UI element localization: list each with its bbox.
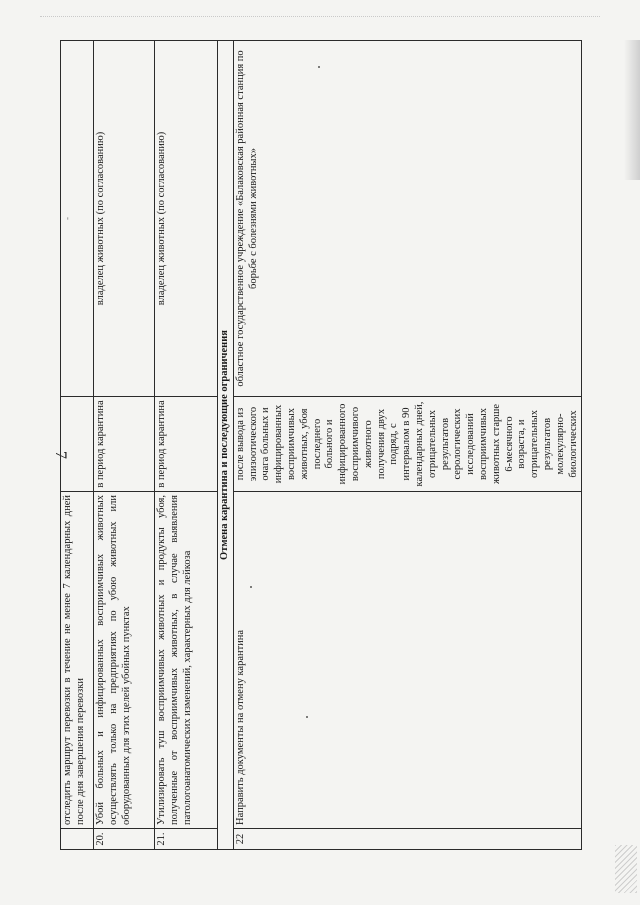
- action-cell: Утилизировать туш восприимчивых животных и продукты убоя, полученные от восприимчивых животных, в случае выявления патологоанатомических изменений, характерных для лейкоза: [155, 492, 218, 829]
- responsible-cell: -: [61, 41, 94, 397]
- responsible-cell: владелец животных (по согласованию): [94, 41, 155, 397]
- term-cell: [61, 397, 94, 492]
- rotated-table-sheet: [60, 40, 600, 850]
- table-row: [155, 41, 218, 850]
- term-cell: в период карантина: [94, 397, 155, 492]
- page-number: 7: [52, 451, 69, 459]
- row-number: 22: [233, 829, 582, 850]
- quarantine-plan-table: [60, 40, 582, 850]
- table-row: [94, 41, 155, 850]
- table-row: [233, 41, 582, 850]
- scan-shadow: [624, 40, 640, 180]
- section-title: Отмена карантина и последующие ограничения: [218, 41, 234, 850]
- term-cell: в период карантина: [155, 397, 218, 492]
- table-row: [61, 41, 94, 850]
- action-cell: Направить документы на отмену карантина: [233, 492, 582, 829]
- responsible-cell: владелец животных (по согласованию): [155, 41, 218, 397]
- term-cell: после вывода из эпизоотического очага больных и инфицированных восприимчивых животных, убоя последнего больного и инфицированного восприимчивого животного получения двух подряд, с интервалом в 90 календарных дней, отрицательных результатов серологических исследований восприимчивых животных старше 6-месячного возраста, и отрицательных результатов молекулярно-биологических: [233, 397, 582, 492]
- action-cell: отследить маршрут перевозки в течение не менее 7 календарных дней после дня завершения перевозки: [61, 492, 94, 829]
- section-row: [218, 41, 234, 850]
- row-number: 20.: [94, 829, 155, 850]
- responsible-cell: областное государственное учреждение «Балаковская районная станция по борьбе с болезнями животных»: [233, 41, 582, 397]
- row-number: 21.: [155, 829, 218, 850]
- scan-noise: [615, 845, 637, 893]
- action-cell: Убой больных и инфицированных восприимчивых животных осуществлять только на предприятиях по убою животных или оборудованных для этих целей убойных пунктах: [94, 492, 155, 829]
- scan-edge: [40, 16, 600, 18]
- row-number: [61, 829, 94, 850]
